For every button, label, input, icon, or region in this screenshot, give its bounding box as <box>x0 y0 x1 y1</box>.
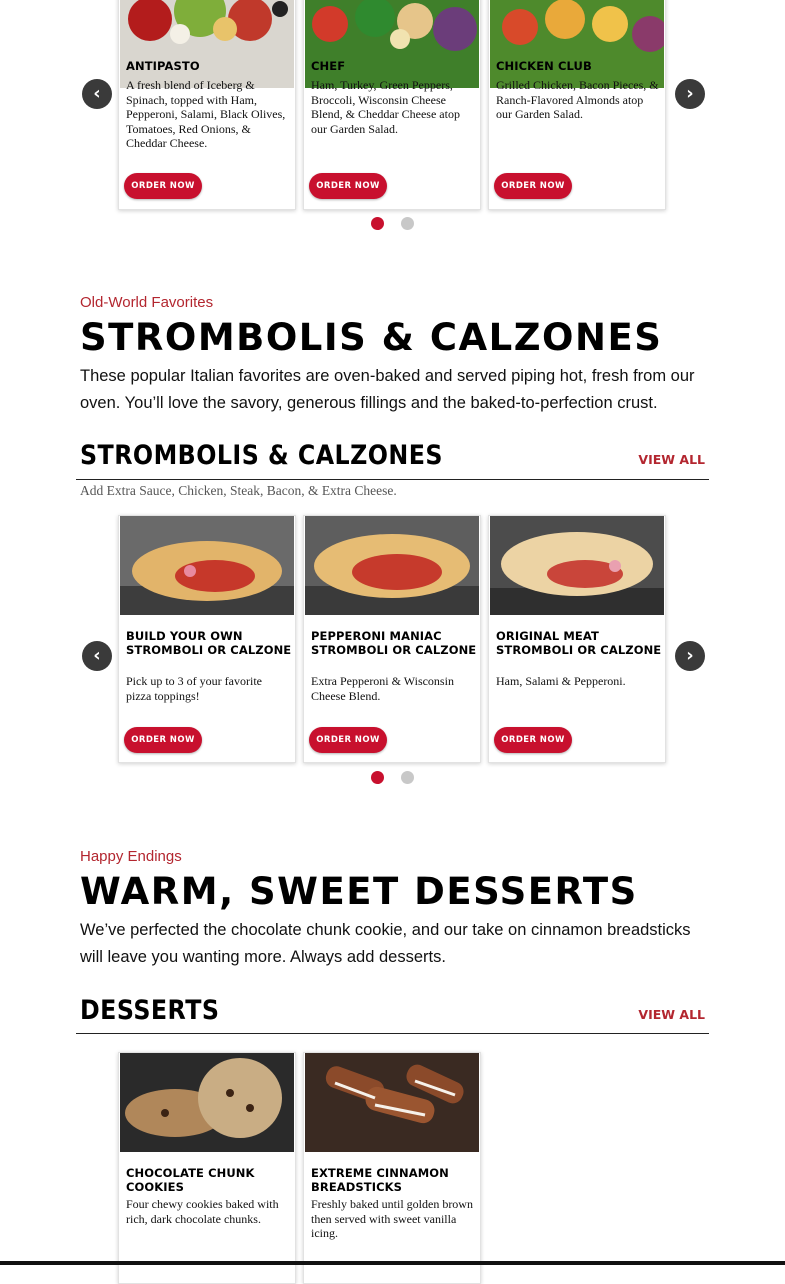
chevron-right-icon: › <box>686 83 694 104</box>
card-description: Four chewy cookies baked with rich, dark chocolate chunks. <box>126 1197 279 1226</box>
card-title: CHICKEN CLUB <box>496 59 592 73</box>
carousel-dot-1[interactable] <box>371 771 384 784</box>
product-card-cinnamon-breadsticks[interactable] <box>303 1052 481 1284</box>
card-description: Pick up to 3 of your favorite pizza toppings! <box>126 674 262 703</box>
card-description: Freshly baked until golden brown then served with sweet vanilla icing. <box>311 1197 473 1241</box>
card-title: ORIGINAL MEAT STROMBOLI OR CALZONE <box>496 629 662 657</box>
card-title: BUILD YOUR OWN STROMBOLI OR CALZONE <box>126 629 292 657</box>
section-heading: WARM, SWEET DESSERTS <box>80 870 638 913</box>
carousel-dot-2[interactable] <box>401 217 414 230</box>
pepperoni-stromboli-image <box>305 516 479 615</box>
section-heading: STROMBOLIS & CALZONES <box>80 316 663 359</box>
order-now-button[interactable]: ORDER NOW <box>124 727 202 753</box>
order-now-button[interactable]: ORDER NOW <box>494 727 572 753</box>
product-card-original-meat[interactable] <box>488 515 666 763</box>
card-description: Ham, Turkey, Green Peppers, Broccoli, Wisconsin Cheese Blend, & Cheddar Cheese atop our Garden Salad. <box>311 78 460 136</box>
order-now-button[interactable]: ORDER NOW <box>494 173 572 199</box>
antipasto-image <box>120 0 294 88</box>
category-note: Add Extra Sauce, Chicken, Steak, Bacon, & Extra Cheese. <box>80 483 397 498</box>
product-card-cookies[interactable] <box>118 1052 296 1284</box>
card-description: Ham, Salami & Pepperoni. <box>496 674 626 688</box>
order-now-button[interactable]: ORDER NOW <box>124 173 202 199</box>
product-card-build-your-own[interactable] <box>118 515 296 763</box>
card-title: CHEF <box>311 59 346 73</box>
chevron-right-icon: › <box>686 645 694 666</box>
category-title: STROMBOLIS & CALZONES <box>80 440 443 471</box>
card-title: CHOCOLATE CHUNK COOKIES <box>126 1166 255 1194</box>
section-intro: We’ve perfected the chocolate chunk cookie, and our take on cinnamon breadsticks will leave you wanting more. Always add desserts. <box>80 921 691 966</box>
view-all-link[interactable]: VIEW ALL <box>638 452 705 467</box>
carousel-prev-button[interactable] <box>82 641 112 671</box>
product-card-chicken-club[interactable] <box>488 0 666 210</box>
card-title: ANTIPASTO <box>126 59 200 73</box>
cinnamon-breadsticks-image <box>305 1053 479 1152</box>
order-now-button[interactable]: ORDER NOW <box>309 173 387 199</box>
card-description: Extra Pepperoni & Wisconsin Cheese Blend. <box>311 674 454 703</box>
product-card-chef[interactable] <box>303 0 481 210</box>
chicken-club-image <box>490 0 664 88</box>
card-title: EXTREME CINNAMON BREADSTICKS <box>311 1166 449 1194</box>
category-divider <box>76 479 709 480</box>
card-title: PEPPERONI MANIAC STROMBOLI OR CALZONE <box>311 629 477 657</box>
carousel-next-button[interactable] <box>675 79 705 109</box>
carousel-next-button[interactable] <box>675 641 705 671</box>
meat-stromboli-image <box>490 516 664 615</box>
card-description: Grilled Chicken, Bacon Pieces, & Ranch-Flavored Almonds atop our Garden Salad. <box>496 78 659 122</box>
carousel-dot-1[interactable] <box>371 217 384 230</box>
card-description: A fresh blend of Iceberg & Spinach, topped with Ham, Pepperoni, Salami, Black Olives, Tomatoes, Red Onions, & Cheddar Cheese. <box>126 78 286 151</box>
category-divider <box>76 1033 709 1034</box>
bottom-bar <box>0 1261 785 1265</box>
section-eyebrow: Happy Endings <box>80 848 182 865</box>
chevron-left-icon: ‹ <box>93 83 101 104</box>
chef-salad-image <box>305 0 479 88</box>
chevron-left-icon: ‹ <box>93 645 101 666</box>
category-title: DESSERTS <box>80 995 220 1026</box>
section-eyebrow: Old-World Favorites <box>80 294 214 311</box>
view-all-link[interactable]: VIEW ALL <box>638 1007 705 1022</box>
section-intro: These popular Italian favorites are oven-baked and served piping hot, fresh from our oven. You’ll love the savory, generous fillings and the baked-to-perfection crust. <box>80 367 695 412</box>
carousel-prev-button[interactable] <box>82 79 112 109</box>
carousel-dot-2[interactable] <box>401 771 414 784</box>
product-card-pepperoni-maniac[interactable] <box>303 515 481 763</box>
order-now-button[interactable]: ORDER NOW <box>309 727 387 753</box>
cookies-image <box>120 1053 294 1152</box>
stromboli-image <box>120 516 294 615</box>
product-card-antipasto[interactable] <box>118 0 296 210</box>
